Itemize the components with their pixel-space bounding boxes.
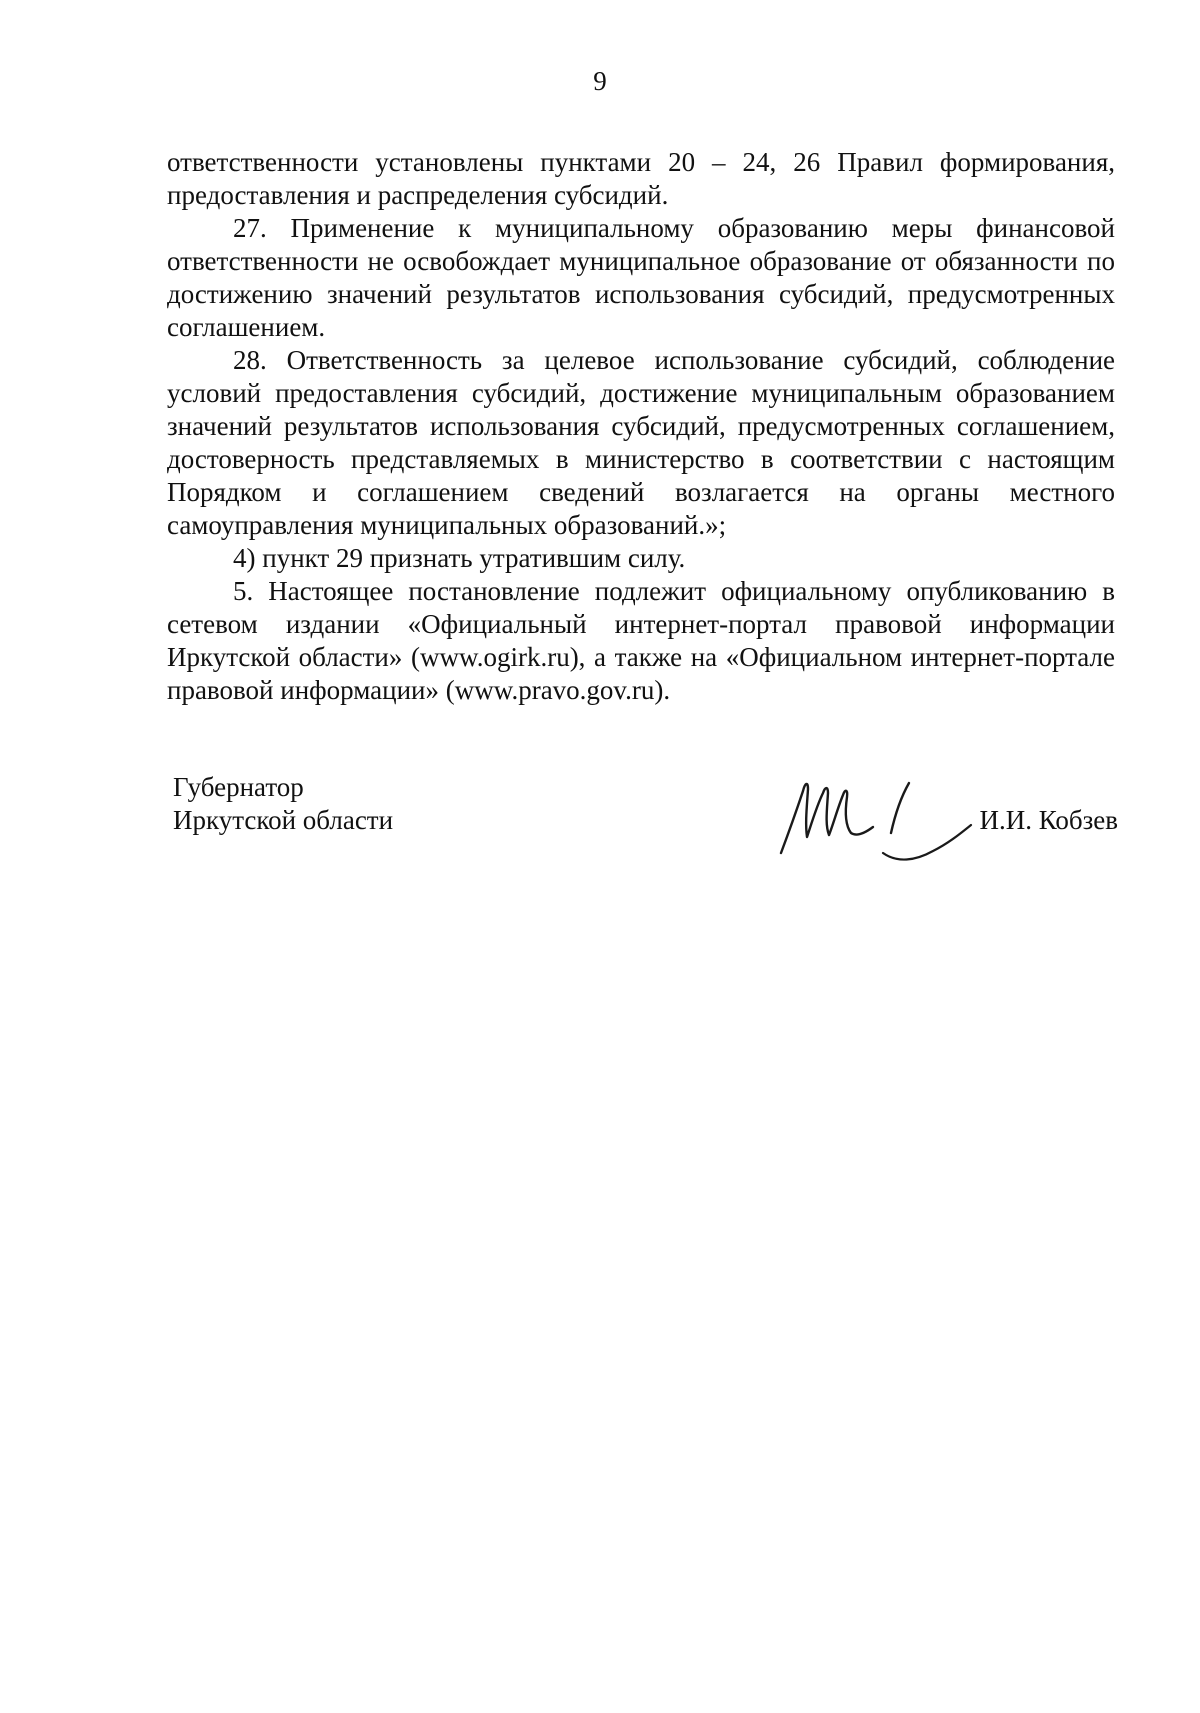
paragraph-27: 27. Применение к муниципальному образованию меры финансовой ответственности не освобождает муниципальное образование от обязанности по достижению значений результатов использования субсидий, предусмотренных соглашением. xyxy=(167,213,1115,342)
paragraph-5: 5. Настоящее постановление подлежит официальному опубликованию в сетевом издании «Официальный интернет-портал правовой информации Иркутской области» (www.ogirk.ru), а также на «Официальном интернет-портале правовой информации» (www.pravo.gov.ru). xyxy=(167,576,1115,705)
signer-name: И.И. Кобзев xyxy=(979,805,1118,835)
paragraph-28: 28. Ответственность за целевое использование субсидий, соблюдение условий предоставления субсидий, достижение муниципальным образованием значений результатов использования субсидий, предусмотренных соглашением, достоверность представляемых в министерство в соответствии с настоящим Порядком и соглашением сведений возлагается на органы местного самоуправления муниципальных образований.»; xyxy=(167,345,1115,540)
page-number: 9 xyxy=(593,66,607,96)
paragraph-continuation: ответственности установлены пунктами 20 – 24, 26 Правил формирования, предоставления и распределения субсидий. xyxy=(167,147,1115,210)
signature-block xyxy=(173,771,1123,881)
signer-position-line-1: Губернатор xyxy=(173,772,304,802)
signer-position-line-2: Иркутской области xyxy=(173,805,394,835)
handwritten-signature xyxy=(773,771,1013,871)
paragraph-item-4: 4) пункт 29 признать утратившим силу. xyxy=(233,543,686,573)
document-body xyxy=(167,146,1115,707)
